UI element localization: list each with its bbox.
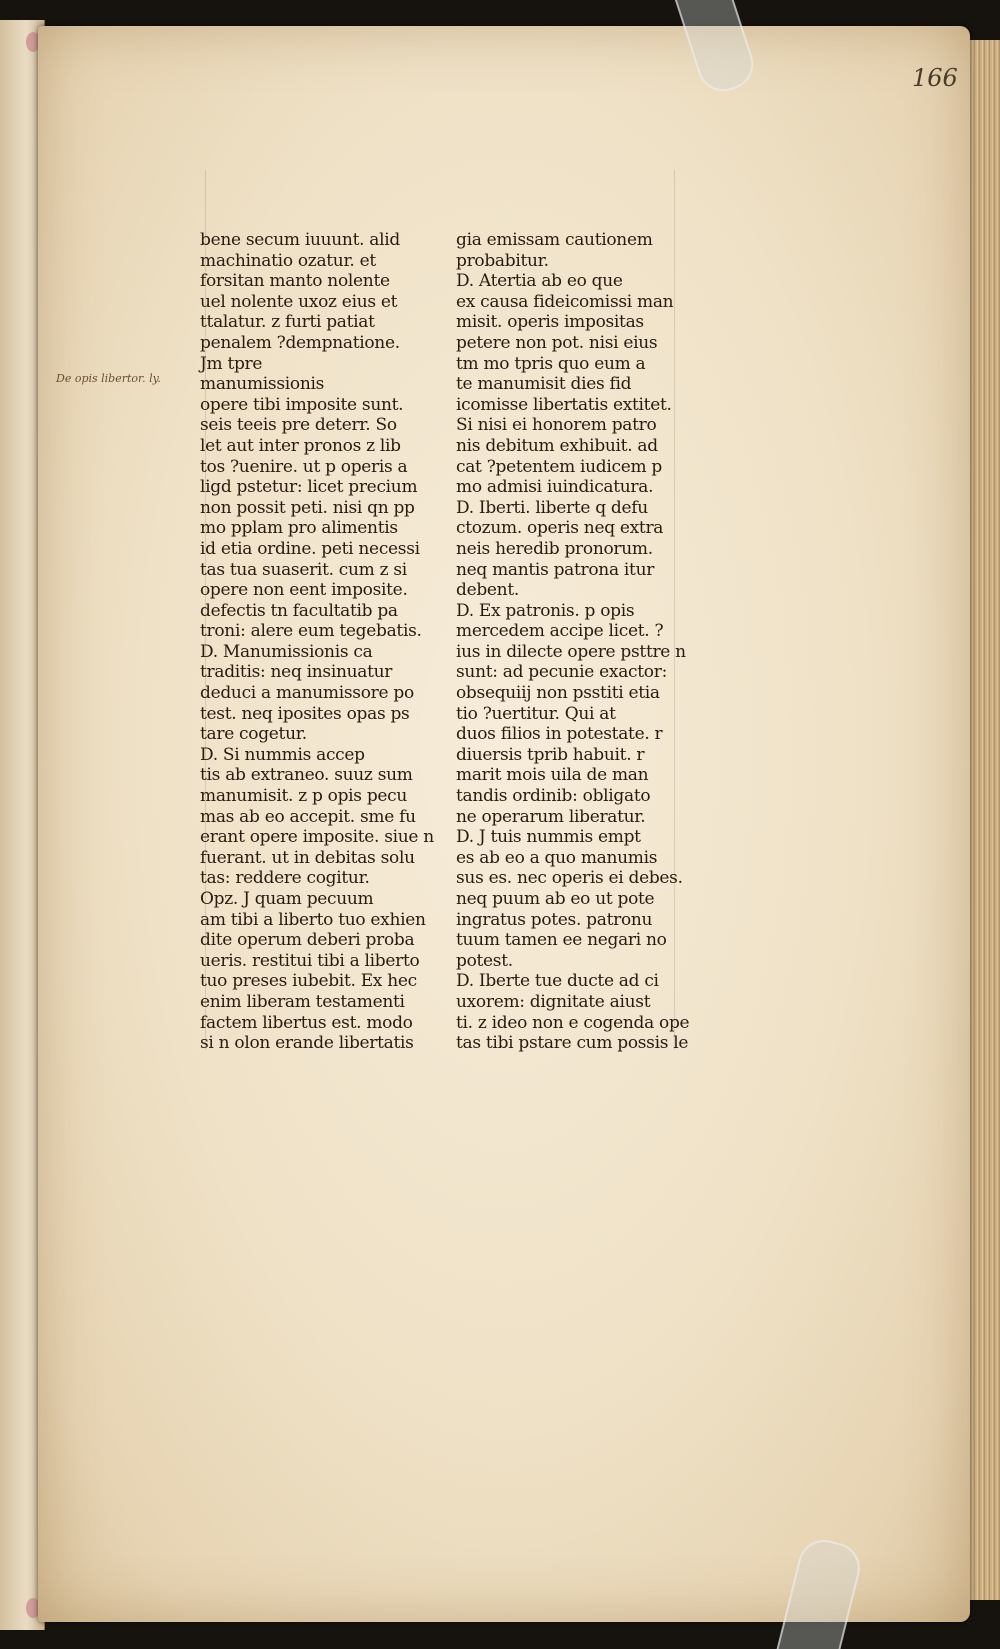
marginal-note: De opis libertor. ly. (56, 372, 161, 385)
text-line: tas tua suaserit. cum z si (200, 559, 407, 580)
text-line: penalem ?dempnatione. (200, 332, 400, 353)
text-line: diuersis tprib habuit. r (456, 744, 645, 765)
text-line: erant opere imposite. siue n (200, 827, 434, 848)
text-line: enim liberam testamenti (200, 991, 405, 1012)
folio-number: 166 (912, 64, 958, 92)
text-line: gia emissam cautionem (456, 230, 653, 250)
text-line: icomisse libertatis extitet. (456, 394, 672, 415)
text-line: debent. (456, 580, 519, 601)
text-line: non possit peti. nisi qn pp (200, 497, 415, 518)
text-line: tos ?uenire. ut p operis a (200, 456, 408, 477)
text-line: opere tibi imposite sunt. (200, 394, 404, 415)
text-line: ex causa fideicomissi man (456, 291, 674, 312)
text-line: misit. operis impositas (456, 312, 644, 333)
text-line: dite operum deberi proba (200, 930, 415, 951)
text-line: id etia ordine. peti necessi (200, 538, 420, 559)
text-line: te manumisit dies fid (456, 374, 632, 395)
text-line: sunt: ad pecunie exactor: (456, 662, 667, 683)
text-line: ueris. restitui tibi a liberto (200, 950, 420, 971)
text-line: manumisit. z p opis pecu (200, 786, 408, 807)
text-line: D. J tuis nummis empt (456, 827, 641, 848)
text-line: petere non pot. nisi eius (456, 332, 658, 353)
text-line: D. Ex patronis. p opis (456, 600, 635, 621)
text-line: cat ?petentem iudicem p (456, 456, 662, 477)
text-line: nis debitum exhibuit. ad (456, 435, 658, 456)
text-line: mas ab eo accepit. sme fu (200, 806, 416, 827)
text-line: let aut inter pronos z lib (200, 435, 401, 456)
text-line: tare cogetur. (200, 724, 307, 745)
text-line: probabitur. (456, 250, 549, 271)
text-line: factem libertus est. modo (200, 1012, 413, 1033)
text-line: tuum tamen ee negari no (456, 930, 667, 951)
text-line: tandis ordinib: obligato (456, 786, 651, 807)
text-line: marit mois uila de man (456, 765, 649, 786)
text-line: ctozum. operis neq extra (456, 518, 664, 539)
text-line: potest. (456, 950, 513, 971)
text-line: sus es. nec operis ei debes. (456, 868, 683, 889)
text-line: mercedem accipe licet. ? (456, 621, 664, 642)
text-line: ius in dilecte opere psttre n (456, 641, 686, 662)
text-line: neq mantis patrona itur (456, 559, 655, 580)
text-line: opere non eent imposite. (200, 580, 408, 601)
text-line: traditis: neq insinuatur (200, 662, 393, 683)
text-line: Jm tpre (200, 353, 263, 374)
text-line: ti. z ideo non e cogenda ope (456, 1012, 690, 1033)
text-line: mo admisi iuindicatura. (456, 477, 654, 498)
text-line: defectis tn facultatib pa (200, 600, 398, 621)
text-line: neq puum ab eo ut pote (456, 889, 655, 909)
text-line: uel nolente uxoz eius et (200, 291, 398, 312)
text-line: D. Atertia ab eo que (456, 271, 623, 292)
text-line: D. Si nummis accep (200, 744, 365, 765)
text-line: D. Iberti. liberte q defu (456, 497, 648, 518)
text-line: troni: alere eum tegebatis. (200, 621, 422, 642)
text-line: bene secum iuuunt. alid (200, 230, 400, 250)
text-line: uxorem: dignitate aiust (456, 991, 651, 1012)
text-line: tio ?uertitur. Qui at (456, 703, 616, 724)
text-line: neis heredib pronorum. (456, 538, 653, 559)
text-line: mo pplam pro alimentis (200, 518, 398, 539)
text-line: tas tibi pstare cum possis le (456, 1033, 689, 1054)
text-line: D. Manumissionis ca (200, 641, 373, 662)
text-line: ne operarum liberatur. (456, 806, 646, 827)
text-line: machinatio ozatur. et (200, 250, 376, 271)
text-column-left (200, 230, 434, 1054)
text-line: D. Iberte tue ducte ad ci (456, 971, 659, 992)
text-line: manumissionis (200, 374, 325, 395)
text-line: ingratus potes. patronu (456, 909, 653, 930)
text-line: tm mo tpris quo eum a (456, 353, 646, 374)
text-line: tuo preses iubebit. Ex hec (200, 971, 417, 992)
text-line: am tibi a liberto tuo exhien (200, 909, 426, 930)
text-line: obsequiij non psstiti etia (456, 683, 660, 704)
text-line: ttalatur. z furti patiat (200, 312, 375, 333)
text-line: duos filios in potestate. r (456, 724, 663, 745)
text-column-right (456, 230, 690, 1054)
text-line: tas: reddere cogitur. (200, 868, 370, 889)
text-line: seis teeis pre deterr. So (200, 415, 397, 436)
text-line: forsitan manto nolente (200, 271, 390, 292)
text-line: Si nisi ei honorem patro (456, 415, 657, 436)
text-line: fuerant. ut in debitas solu (200, 847, 415, 868)
text-line: test. neq iposites opas ps (200, 703, 410, 724)
text-line: deduci a manumissore po (200, 683, 414, 704)
text-line: Opz. J quam pecuum (200, 889, 374, 909)
text-line: ligd pstetur: licet precium (200, 477, 418, 498)
text-line: es ab eo a quo manumis (456, 847, 658, 868)
text-line: si n olon erande libertatis (200, 1033, 414, 1054)
text-line: tis ab extraneo. suuz sum (200, 765, 413, 786)
